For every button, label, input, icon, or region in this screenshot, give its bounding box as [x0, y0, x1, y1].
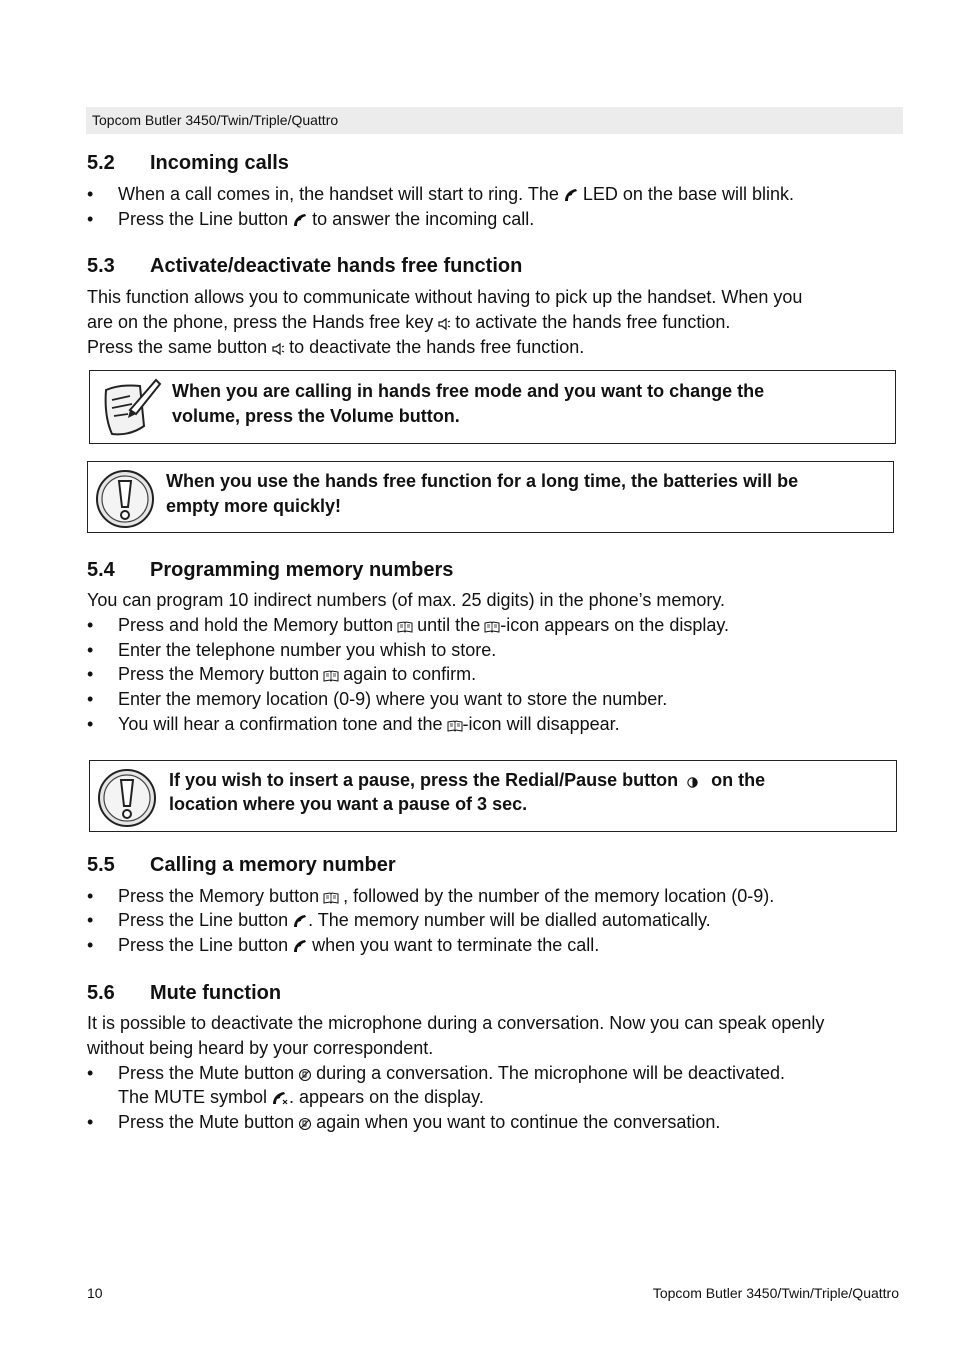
paragraph-line: It is possible to deactivate the microphone during a conversation. Now you can speak openly	[87, 1013, 825, 1033]
warning-line: empty more quickly!	[166, 496, 342, 516]
bullet: •	[87, 1063, 94, 1083]
warning-line: When you use the hands free function for a long time, the batteries will be	[166, 471, 799, 491]
list-item	[87, 712, 620, 736]
text: Enter the telephone number you whish to store.	[118, 640, 497, 660]
list-item	[87, 638, 496, 662]
running-footer: Topcom Butler 3450/Twin/Triple/Quattro	[652, 1285, 899, 1301]
list-item	[87, 908, 711, 932]
mute-icon	[298, 1117, 312, 1131]
text: If you wish to insert a pause, press the Redial/Pause button	[169, 770, 679, 790]
list-item	[87, 182, 794, 206]
text: again when you want to continue the conversation.	[316, 1112, 721, 1132]
text: Press the same button	[87, 337, 268, 357]
section-number: 5.3	[87, 255, 115, 277]
bullet: •	[87, 640, 94, 660]
section-heading: Incoming calls	[150, 152, 289, 174]
paragraph-line: without being heard by your correspondent.	[87, 1038, 434, 1058]
section-number: 5.2	[87, 152, 115, 174]
memory-book-icon	[323, 891, 339, 905]
bullet: •	[87, 714, 94, 734]
line-phone-icon	[292, 913, 308, 929]
text: Press the Mute button	[118, 1063, 295, 1083]
section-heading: Programming memory numbers	[150, 559, 454, 581]
text: -icon appears on the display.	[500, 615, 730, 635]
section-number: 5.5	[87, 854, 115, 876]
text: Press and hold the Memory button	[118, 615, 394, 635]
text: LED on the base will blink.	[582, 184, 795, 204]
list-item	[87, 884, 774, 908]
bullet: •	[87, 615, 94, 635]
notepad-pencil-icon	[100, 376, 162, 440]
bullet: •	[87, 209, 94, 229]
bullet: •	[87, 689, 94, 709]
section-number: 5.6	[87, 982, 115, 1004]
speaker-icon	[271, 342, 285, 356]
list-item	[87, 662, 476, 686]
list-item-continuation	[118, 1085, 484, 1109]
text: , followed by the number of the memory location (0-9).	[343, 886, 775, 906]
text: Press the Memory button	[118, 886, 320, 906]
list-item	[87, 1110, 720, 1134]
warning-box	[89, 760, 897, 832]
text: until the	[417, 615, 481, 635]
section-title-5-2	[87, 151, 289, 175]
text: Press the Mute button	[118, 1112, 295, 1132]
bullet: •	[87, 184, 94, 204]
bullet: •	[87, 664, 94, 684]
text: to answer the incoming call.	[312, 209, 535, 229]
text: to activate the hands free function.	[455, 312, 731, 332]
list-item	[87, 687, 667, 711]
warning-box	[87, 461, 894, 533]
text: on the	[711, 770, 766, 790]
running-header: Topcom Butler 3450/Twin/Triple/Quattro	[86, 107, 903, 134]
text: Press the Memory button	[118, 664, 320, 684]
note-line: volume, press the Volume button.	[172, 406, 460, 426]
list-item	[87, 207, 534, 231]
bullet: •	[87, 1112, 94, 1132]
section-title-5-6	[87, 981, 281, 1005]
text: Press the Line button	[118, 935, 289, 955]
text: Press the Line button	[118, 209, 289, 229]
text: . appears on the display.	[289, 1087, 484, 1107]
note-box	[89, 370, 896, 444]
section-number: 5.4	[87, 559, 115, 581]
text: -icon will disappear.	[462, 714, 620, 734]
list-item	[87, 613, 729, 637]
paragraph-line: You can program 10 indirect numbers (of max. 25 digits) in the phone’s memory.	[87, 590, 725, 610]
exclamation-icon	[95, 469, 155, 529]
text: When a call comes in, the handset will start to ring. The	[118, 184, 559, 204]
redial-pause-icon	[686, 776, 699, 789]
memory-book-icon	[447, 719, 463, 733]
exclamation-icon	[97, 768, 157, 828]
bullet: •	[87, 886, 94, 906]
memory-book-icon	[397, 620, 413, 634]
text: Enter the memory location (0-9) where you want to store the number.	[118, 689, 668, 709]
text: are on the phone, press the Hands free key	[87, 312, 434, 332]
list-item	[87, 933, 599, 957]
section-title-5-3	[87, 254, 522, 278]
line-phone-icon	[292, 938, 308, 954]
text: when you want to terminate the call.	[312, 935, 600, 955]
text: You will hear a confirmation tone and the	[118, 714, 443, 734]
section-heading: Calling a memory number	[150, 854, 396, 876]
memory-book-icon	[484, 620, 500, 634]
warning-line	[169, 768, 765, 793]
warning-line: location where you want a pause of 3 sec.	[169, 794, 528, 814]
text: during a conversation. The microphone will be deactivated.	[316, 1063, 786, 1083]
page-number: 10	[87, 1285, 103, 1301]
line-phone-icon	[563, 187, 579, 203]
bullet: •	[87, 935, 94, 955]
text: Press the Line button	[118, 910, 289, 930]
speaker-icon	[437, 317, 451, 331]
memory-book-icon	[323, 669, 339, 683]
section-heading: Mute function	[150, 982, 282, 1004]
bullet: •	[87, 910, 94, 930]
paragraph-line	[87, 310, 730, 334]
text: again to confirm.	[343, 664, 477, 684]
mute-icon	[298, 1068, 312, 1082]
text: to deactivate the hands free function.	[289, 337, 585, 357]
section-heading: Activate/deactivate hands free function	[150, 255, 523, 277]
section-title-5-4	[87, 558, 453, 582]
line-phone-icon	[292, 212, 308, 228]
section-title-5-5	[87, 853, 396, 877]
text: . The memory number will be dialled automatically.	[308, 910, 711, 930]
mute-phone-icon	[271, 1090, 289, 1106]
paragraph-line	[87, 335, 584, 359]
list-item	[87, 1061, 785, 1085]
text: The MUTE symbol	[118, 1087, 268, 1107]
note-line: When you are calling in hands free mode and you want to change the	[172, 381, 765, 401]
paragraph-line: This function allows you to communicate without having to pick up the handset. When you	[87, 287, 803, 307]
